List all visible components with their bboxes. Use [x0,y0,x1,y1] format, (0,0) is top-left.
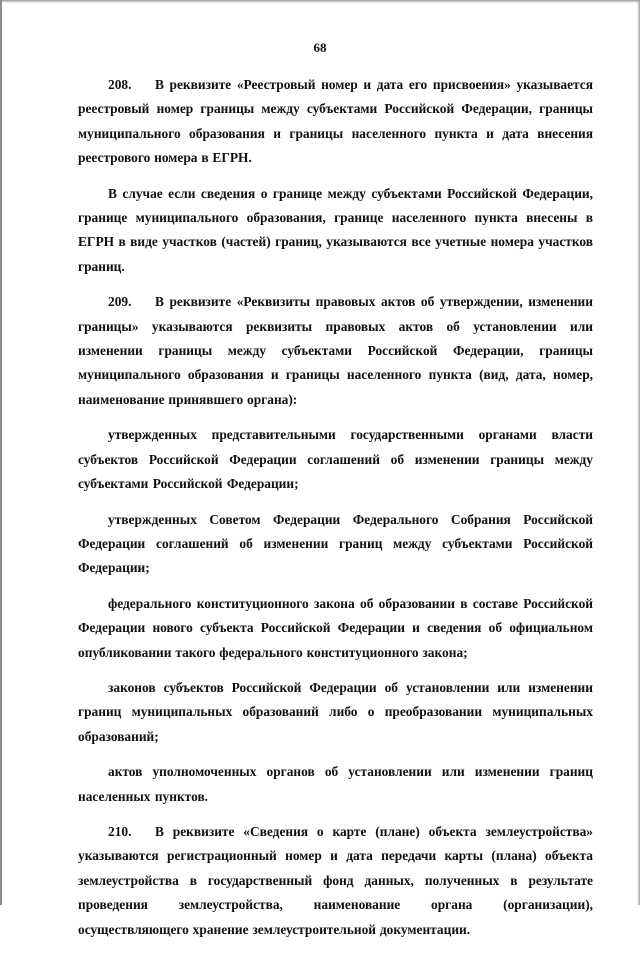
document-body [78,73,593,953]
list-item-regional-agreements [78,423,593,496]
paragraph-208 [78,73,593,171]
paragraph-number: 210. [108,823,132,839]
paragraph-text: В реквизите «Реквизиты правовых актов об утверждении, изменении границы» указываются реквизиты правовых актов об установлении или изменении границы между субъектами Российской Федерации, границы муниципального образования и границы населенного пункта (вид, дата, номер, наименование принявшего органа): [78,294,593,407]
list-item-constitutional-law [78,592,593,665]
page-number: 68 [313,40,327,55]
paragraph-number: 208. [108,77,132,92]
paragraph-210 [78,820,593,942]
paragraph-text: В реквизите «Сведения о карте (плане) объекта землеустройства» указываются регистрационный номер и дата передачи карты (плана) объекта землеустройства в государственный фонд данных, полученных в результате проведения землеустройства, наименование органа (организации), осуществляющего хранение землеустроительной документации. [78,823,593,937]
paragraph-208-note [78,182,593,280]
paragraph-text: утвержденных Советом Федерации Федерального Собрания Российской Федерации соглашений об изменении границ между субъектами Российской Федерации; [78,511,593,576]
paragraph-text: федерального конституционного закона об образовании в составе Российской Федерации нового субъекта Российской Федерации и сведения об официальном опубликовании такого федерального конституционного закона; [78,595,593,660]
paragraph-number: 209. [108,294,132,310]
paragraph-text: актов уполномоченных органов об установлении или изменении границ населенных пунктов. [78,764,593,804]
paragraph-text: В случае если сведения о границе между субъектами Российской Федерации, границе муниципального образования, границе населенного пункта внесены в ЕГРН в виде участков (частей) границ, указываются все учетные номера участков границ. [78,185,593,274]
list-item-authorized-acts [78,760,593,809]
list-item-federation-council-agreements [78,508,593,581]
paragraph-text: В реквизите «Реестровый номер и дата его присвоения» указывается реестровый номер границы между субъектами Российской Федерации, границы муниципального образования и границы населенного пункта и дата внесения реестрового номера в ЕГРН. [78,77,593,166]
paragraph-text: утвержденных представительными государственными органами власти субъектов Российской Федерации соглашений об изменении границы между субъектами Российской Федерации; [78,427,593,492]
scan-edge-top [0,0,640,3]
list-item-regional-laws [78,676,593,749]
scan-edge-left [0,0,2,905]
paragraph-text: законов субъектов Российской Федерации об установлении или изменении границ муниципальных образований либо о преобразовании муниципальных образований; [78,679,593,744]
paragraph-209 [78,290,593,412]
